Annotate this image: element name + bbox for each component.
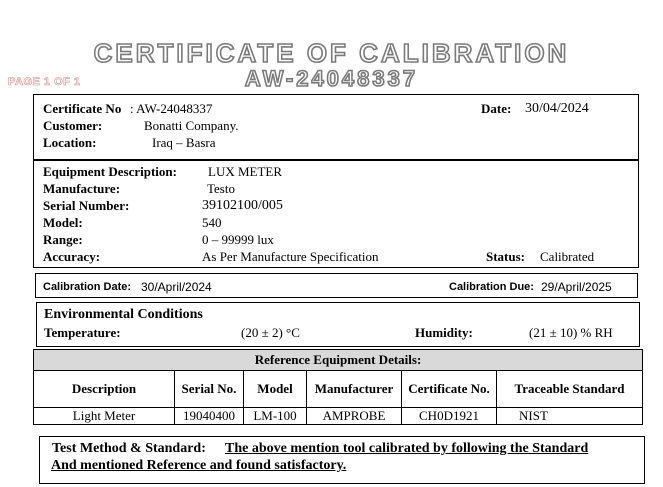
reference-heading-row bbox=[34, 350, 643, 371]
column-header-model: Model bbox=[244, 371, 307, 408]
customer-value: Bonatti Company. bbox=[144, 118, 239, 133]
equipment-description-value: LUX METER bbox=[208, 164, 283, 179]
date-value: 30/04/2024 bbox=[525, 101, 589, 116]
calibration-due-label: Calibration Due: bbox=[449, 281, 534, 293]
column-header-manufacturer: Manufacturer bbox=[307, 371, 402, 408]
range-label: Range: bbox=[43, 232, 83, 247]
range-value: 0 – 99999 lux bbox=[202, 232, 274, 247]
location-value: Iraq – Basra bbox=[152, 135, 216, 150]
certificate-no-value: : AW-24048337 bbox=[130, 101, 213, 116]
reference-column-headers bbox=[34, 371, 643, 408]
certificate-no-label: Certificate No bbox=[43, 101, 122, 116]
equipment-description-label: Equipment Description: bbox=[43, 164, 177, 179]
test-method-text-line1: The above mention tool calibrated by following the Standard bbox=[225, 441, 589, 456]
reference-equipment-table bbox=[33, 349, 643, 425]
date-label: Date: bbox=[481, 101, 512, 116]
status-label: Status: bbox=[486, 249, 526, 264]
humidity-label: Humidity: bbox=[415, 325, 473, 340]
temperature-value: (20 ± 2) °C bbox=[241, 325, 300, 340]
table-row bbox=[34, 408, 643, 425]
column-header-serial-no: Serial No. bbox=[175, 371, 244, 408]
accuracy-label: Accuracy: bbox=[43, 249, 101, 264]
cell-serial-no: 19040400 bbox=[175, 408, 244, 425]
location-label: Location: bbox=[43, 135, 97, 150]
customer-label: Customer: bbox=[43, 118, 103, 133]
cell-description: Light Meter bbox=[34, 408, 175, 425]
manufacture-value: Testo bbox=[207, 181, 235, 196]
cell-certificate-no: CH0D1921 bbox=[402, 408, 497, 425]
model-value: 540 bbox=[202, 215, 222, 230]
reference-heading: Reference Equipment Details: bbox=[34, 350, 643, 371]
manufacture-label: Manufacture: bbox=[43, 181, 121, 196]
environment-heading: Environmental Conditions bbox=[44, 307, 203, 322]
calibration-date-value: 30/April/2024 bbox=[141, 280, 212, 294]
certificate-title: CERTIFICATE OF CALIBRATION bbox=[93, 38, 570, 68]
cell-model: LM-100 bbox=[244, 408, 307, 425]
accuracy-value: As Per Manufacture Specification bbox=[202, 249, 379, 264]
calibration-date-label: Calibration Date: bbox=[43, 281, 132, 293]
humidity-value: (21 ± 10) % RH bbox=[529, 325, 613, 340]
status-value: Calibrated bbox=[540, 249, 595, 264]
column-header-description: Description bbox=[34, 371, 175, 408]
page-indicator: PAGE 1 OF 1 bbox=[8, 76, 81, 88]
temperature-label: Temperature: bbox=[44, 325, 121, 340]
model-label: Model: bbox=[43, 215, 83, 230]
test-method-label: Test Method & Standard: bbox=[52, 441, 206, 456]
certificate-number-heading: AW-24048337 bbox=[244, 66, 419, 91]
serial-number-label: Serial Number: bbox=[43, 198, 130, 213]
calibration-due-value: 29/April/2025 bbox=[541, 280, 612, 294]
serial-number-value: 39102100/005 bbox=[202, 198, 283, 213]
column-header-traceable-standard: Traceable Standard bbox=[497, 371, 643, 408]
column-header-certificate-no: Certificate No. bbox=[402, 371, 497, 408]
cell-traceable-standard: NIST bbox=[497, 408, 643, 425]
test-method-text-line2: And mentioned Reference and found satisfactory. bbox=[51, 458, 347, 473]
cell-manufacturer: AMPROBE bbox=[307, 408, 402, 425]
